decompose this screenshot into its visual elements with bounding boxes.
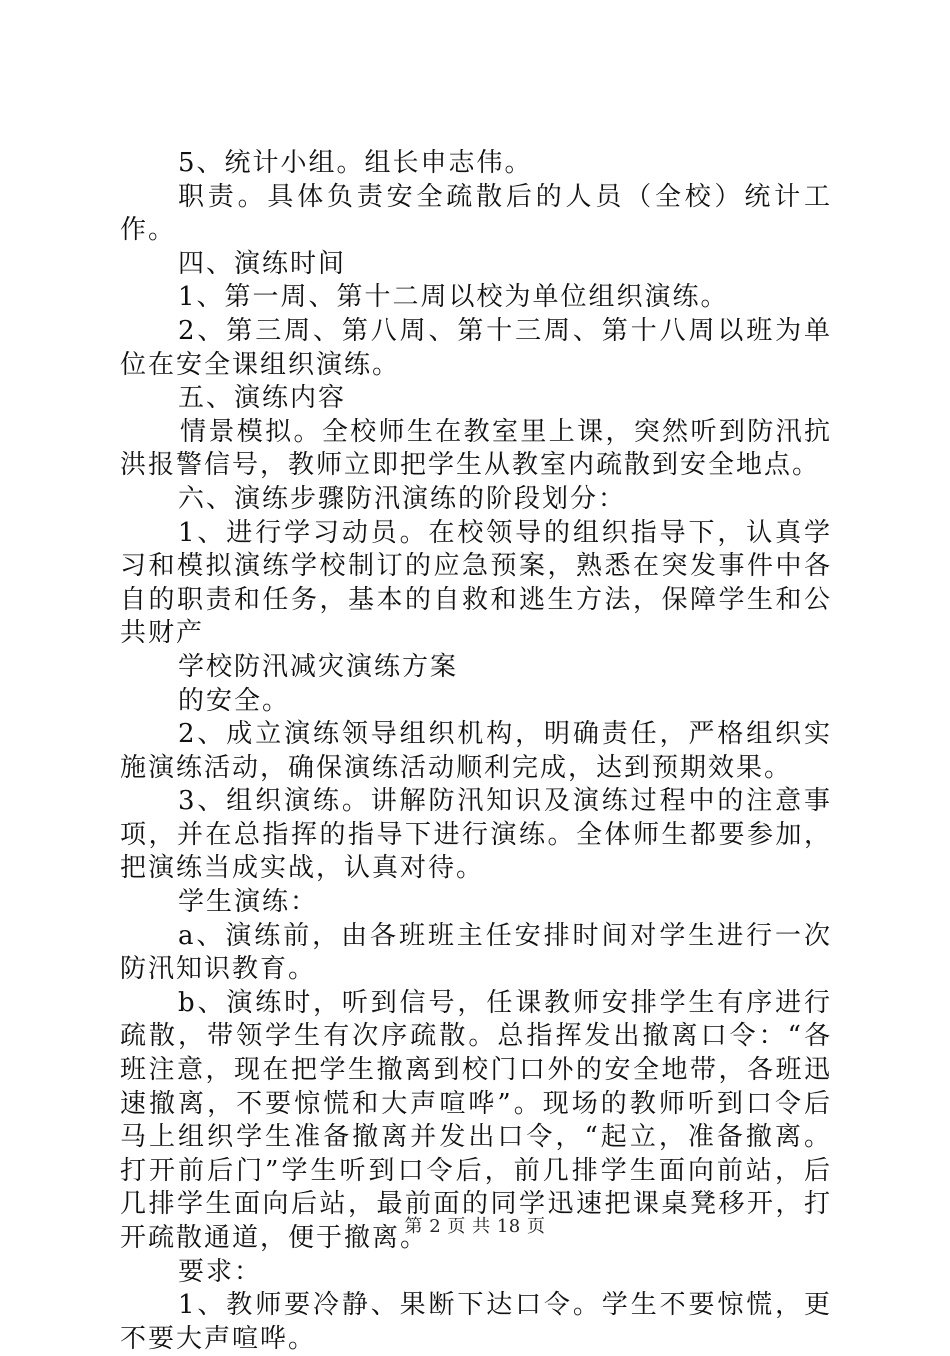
paragraph: 3、组织演练。讲解防汛知识及演练过程中的注意事项，并在总指挥的指导下进行演练。全体师生都要参加，把演练当成实战，认真对待。 [120, 786, 832, 884]
paragraph: 职责。具体负责安全疏散后的人员（全校）统计工作。 [120, 181, 832, 246]
paragraph: b、演练时，听到信号，任课教师安排学生有序进行疏散，带领学生有次序疏散。总指挥发出撤离口令：“各班注意，现在把学生撤离到校门口外的安全地带，各班迅速撤离，不要惊慌和大声喧哗”。现场的教师听到口令后马上组织学生准备撤离并发出口令，“起立，准备撤离。打开前后门”学生听到口令后，前几排学生面向前站，后几排学生面向后站，最前面的同学迅速把课桌凳移开，打开疏散通道，便于撤离。 [120, 987, 832, 1253]
section-heading: 四、演练时间 [178, 248, 347, 279]
paragraph: 情景模拟。全校师生在教室里上课，突然听到防汛抗洪报警信号，教师立即把学生从教室内疏散到安全地点。 [120, 416, 832, 481]
document-body [120, 147, 832, 1356]
section-heading: 五、演练内容 [178, 383, 347, 414]
paragraph: a、演练前，由各班班主任安排时间对学生进行一次防汛知识教育。 [120, 920, 832, 985]
paragraph: 2、成立演练领导组织机构，明确责任，严格组织实施演练活动，确保演练活动顺利完成，达到预期效果。 [120, 719, 832, 783]
paragraph: 1、教师要冷静、果断下达口令。学生不要惊慌，更不要大声喧哗。 [120, 1290, 832, 1354]
section-heading: 要求： [178, 1256, 263, 1287]
paragraph: 2、第三周、第八周、第十三周、第十八周以班为单位在安全课组织演练。 [120, 315, 832, 380]
paragraph: 1、进行学习动员。在校领导的组织指导下，认真学习和模拟演练学校制订的应急预案，熟悉在突发事件中各自的职责和任务，基本的自救和逃生方法，保障学生和公共财产 [120, 517, 832, 649]
paragraph: 5、统计小组。组长申志伟。 [178, 148, 533, 178]
section-heading: 学生演练： [178, 887, 319, 918]
page-number-footer: 第 2 页 共 18 页 [404, 1216, 546, 1237]
document-title-line: 学校防汛减灾演练方案 [178, 651, 459, 682]
paragraph: 1、第一周、第十二周以校为单位组织演练。 [178, 282, 729, 313]
paragraph: 的安全。 [178, 685, 291, 716]
section-heading: 六、演练步骤防汛演练的阶段划分： [178, 483, 627, 514]
